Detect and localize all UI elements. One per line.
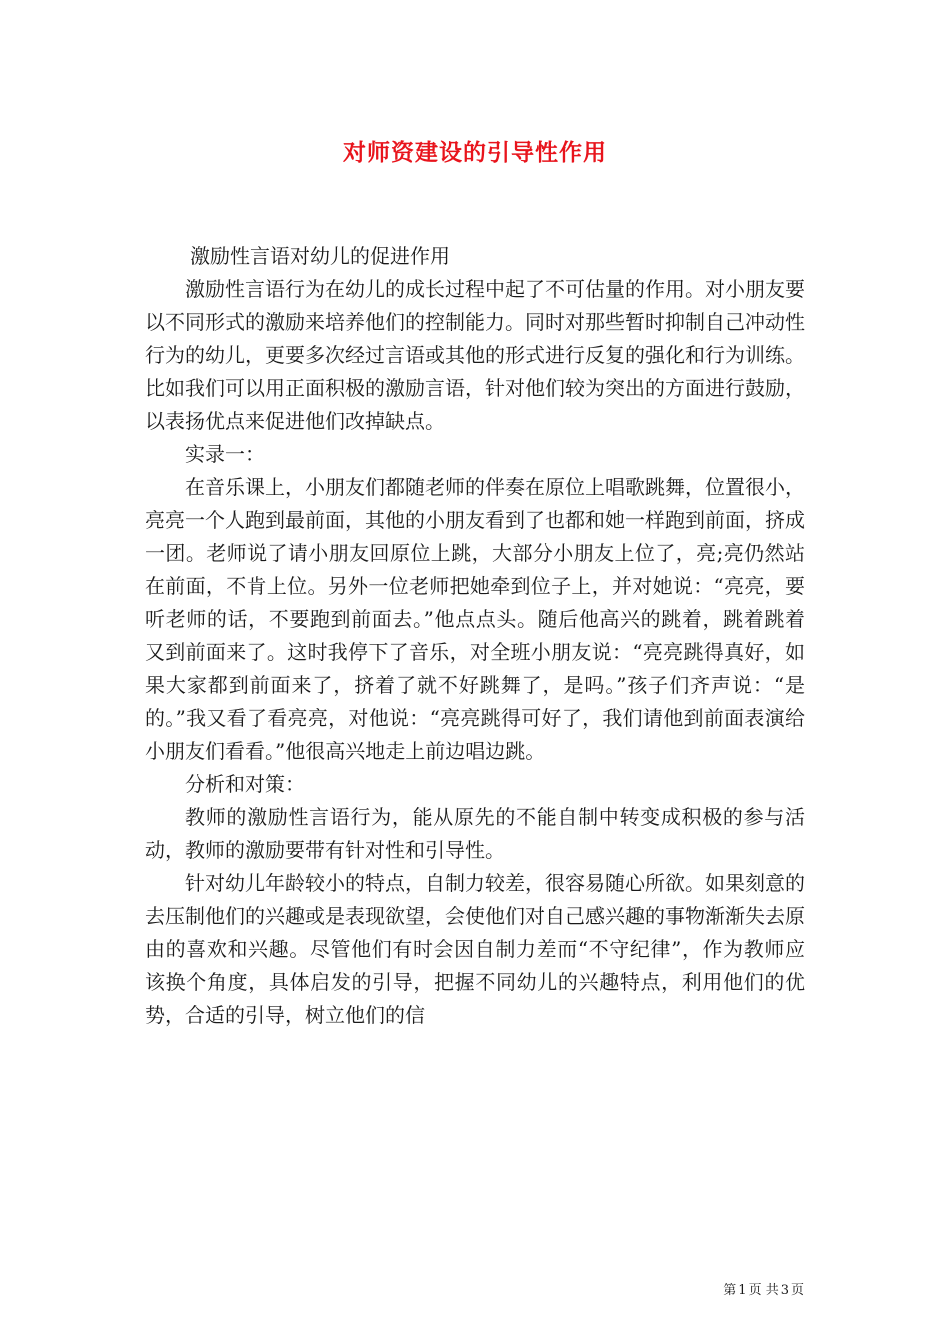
footer-page-number: 1 bbox=[738, 1283, 747, 1298]
document-title: 对师资建设的引导性作用 bbox=[343, 139, 607, 166]
footer-middle: 页 共 bbox=[748, 1283, 779, 1298]
section-heading: 激励性言语对幼儿的促进作用 bbox=[190, 244, 450, 268]
footer-suffix: 页 bbox=[790, 1283, 804, 1298]
footer-total-pages: 3 bbox=[780, 1283, 789, 1298]
paragraph: 在音乐课上，小朋友们都随老师的伴奏在原位上唱歌跳舞，位置很小，亮亮一个人跑到最前面，其他的小朋友看到了也都和她一样跑到前面，挤成一团。老师说了请小朋友回原位上跳，大部分小朋友上位了，亮;亮仍然站在前面，不肯上位。另外一位老师把她牵到位子上，并对她说：“亮亮，要听老师的话，不要跑到前面去。”他点点头。随后他高兴的跳着，跳着跳着又到前面来了。这时我停下了音乐，对全班小朋友说：“亮亮跳得真好，如果大家都到前面来了，挤着了就不好跳舞了，是吗。”孩子们齐声说：“是的。”我又看了看亮亮，对他说：“亮亮跳得可好了，我们请他到前面表演给小朋友们看看。”他很高兴地走上前边唱边跳。 bbox=[145, 475, 805, 763]
document-body bbox=[145, 240, 805, 1032]
footer-prefix: 第 bbox=[723, 1283, 737, 1298]
paragraph: 针对幼儿年龄较小的特点，自制力较差，很容易随心所欲。如果刻意的去压制他们的兴趣或是表现欲望，会使他们对自己感兴趣的事物渐渐失去原由的喜欢和兴趣。尽管他们有时会因自制力差而“不守纪律”，作为教师应该换个角度，具体启发的引导，把握不同幼儿的兴趣特点，利用他们的优势，合适的引导，树立他们的信 bbox=[145, 871, 805, 1027]
paragraph-label: 分析和对策： bbox=[185, 772, 305, 796]
paragraph-label: 实录一： bbox=[185, 442, 265, 466]
paragraph: 教师的激励性言语行为，能从原先的不能自制中转变成积极的参与活动，教师的激励要带有针对性和引导性。 bbox=[145, 805, 805, 862]
page-footer bbox=[722, 1279, 805, 1298]
paragraph: 激励性言语行为在幼儿的成长过程中起了不可估量的作用。对小朋友要以不同形式的激励来培养他们的控制能力。同时对那些暂时抑制自己冲动性行为的幼儿，更要多次经过言语或其他的形式进行反复的强化和行为训练。比如我们可以用正面积极的激励言语，针对他们较为突出的方面进行鼓励，以表扬优点来促进他们改掉缺点。 bbox=[145, 277, 805, 433]
